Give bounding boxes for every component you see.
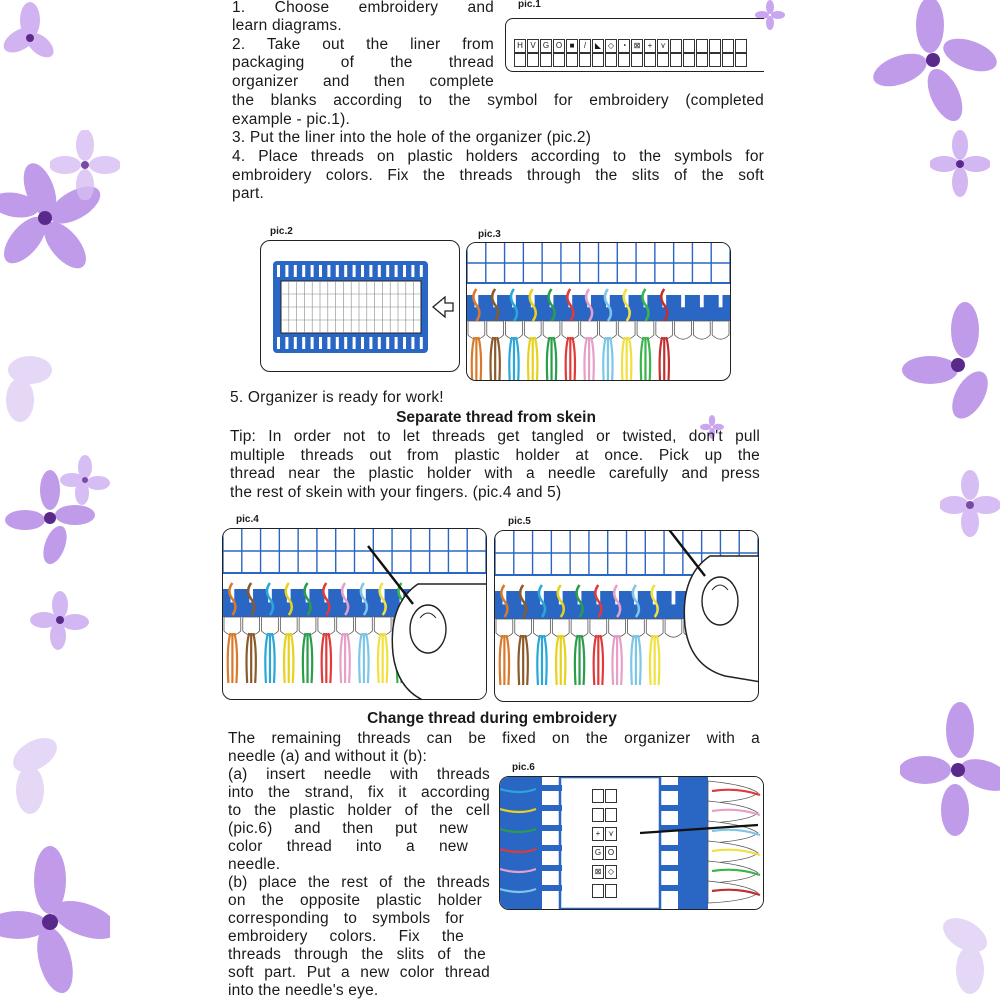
pic3-threads-illustration bbox=[466, 242, 731, 381]
pic6-symbol-cell bbox=[592, 808, 604, 822]
pic1-symbol-cell bbox=[540, 53, 552, 67]
pic1-symbol-cell bbox=[579, 53, 591, 67]
pic3-thread-drawing bbox=[467, 243, 730, 380]
option-b-line-7: into the needle's eye. bbox=[228, 982, 379, 999]
pic6-symbol-cell bbox=[605, 808, 617, 822]
pic1-symbol-cell: ◔ bbox=[618, 39, 630, 53]
pic1-symbol-cell: ◇ bbox=[605, 39, 617, 53]
pic6-change-thread-illustration bbox=[499, 776, 764, 910]
pic6-thread-drawing bbox=[500, 777, 763, 909]
pic2-organizer-illustration bbox=[260, 240, 460, 372]
option-a-line-3: to the plastic holder of the cell bbox=[228, 802, 490, 819]
flower-icon bbox=[0, 340, 60, 440]
pic1-symbol-cell bbox=[527, 53, 539, 67]
flower-icon bbox=[0, 0, 60, 90]
section-heading-separate-thread: Separate thread from skein bbox=[396, 409, 596, 426]
tip-line-1: Tip: In order not to let threads get tangled or twisted, don't pull bbox=[230, 428, 760, 445]
option-a-line-5: color thread into a new bbox=[228, 838, 468, 855]
pic6-symbol-cell: ⊠ bbox=[592, 865, 604, 879]
step-2-line-5: example - pic.1). bbox=[232, 111, 350, 128]
step-1-line-2: learn diagrams. bbox=[232, 17, 342, 34]
step-4-line-2: embroidery colors. Fix the threads through the slits of the soft bbox=[232, 167, 764, 184]
flower-icon bbox=[940, 470, 1000, 540]
pic1-symbol-cell bbox=[722, 39, 734, 53]
flower-icon bbox=[30, 590, 90, 650]
pic2-organizer-drawing bbox=[261, 241, 459, 371]
step-5: 5. Organizer is ready for work! bbox=[230, 389, 444, 406]
change-intro-line-1: The remaining threads can be fixed on the organizer with a bbox=[228, 730, 760, 747]
pic6-symbol-cell: ◇ bbox=[605, 865, 617, 879]
option-a-line-2: into the strand, fix it according bbox=[228, 784, 490, 801]
change-intro-line-2: needle (a) and without it (b): bbox=[228, 748, 427, 765]
pic1-symbol-cell bbox=[514, 53, 526, 67]
pic1-symbol-cell: ⊠ bbox=[631, 39, 643, 53]
pic1-symbol-cell bbox=[735, 53, 747, 67]
pic3-label: pic.3 bbox=[478, 229, 501, 240]
pic1-symbol-cell bbox=[605, 53, 617, 67]
pic1-symbol-cell bbox=[696, 53, 708, 67]
step-4-line-3: part. bbox=[232, 185, 265, 202]
option-b-line-6: soft part. Put a new color thread bbox=[228, 964, 490, 981]
option-b-line-5: threads through the slits of the bbox=[228, 946, 486, 963]
step-2-line-1: 2. Take out the liner from bbox=[232, 36, 494, 53]
pic6-symbol-cell bbox=[605, 884, 617, 898]
pic1-symbol-cell bbox=[709, 53, 721, 67]
pic4-thread-drawing bbox=[223, 529, 486, 699]
flower-icon bbox=[870, 0, 1000, 130]
pic6-symbol-cell: O bbox=[605, 846, 617, 860]
tip-line-4: the rest of skein with your fingers. (pic.4 and 5) bbox=[230, 484, 562, 501]
pic5-thread-drawing bbox=[495, 531, 758, 701]
flower-icon bbox=[50, 130, 120, 200]
arrow-left-icon bbox=[433, 297, 453, 317]
step-1-line-1: 1. Choose embroidery and bbox=[232, 0, 494, 16]
flower-icon bbox=[0, 840, 110, 1000]
pic1-symbol-cell: H bbox=[514, 39, 526, 53]
tip-line-2: multiple threads out from plastic holder at once. Pick up the bbox=[230, 447, 760, 464]
pic6-symbol-cell bbox=[605, 789, 617, 803]
pic1-symbol-cell bbox=[566, 53, 578, 67]
option-a-line-4: (pic.6) and then put new bbox=[228, 820, 468, 837]
pic1-symbol-cell: V bbox=[527, 39, 539, 53]
tip-line-3: thread near the plastic holder with a needle carefully and press bbox=[230, 465, 760, 482]
option-b-line-4: embroidery colors. Fix the bbox=[228, 928, 464, 945]
flower-icon bbox=[890, 300, 1000, 430]
pic1-symbol-cell: ⋎ bbox=[657, 39, 669, 53]
step-3: 3. Put the liner into the hole of the organizer (pic.2) bbox=[232, 129, 592, 146]
pic1-label: pic.1 bbox=[518, 0, 541, 10]
pic1-symbol-cell bbox=[631, 53, 643, 67]
pic1-symbol-cell bbox=[683, 39, 695, 53]
pic1-symbol-cell bbox=[722, 53, 734, 67]
pic1-symbol-cell bbox=[670, 53, 682, 67]
flower-icon bbox=[900, 700, 1000, 840]
option-b-line-2: on the opposite plastic holder bbox=[228, 892, 482, 909]
pic5-needle-illustration bbox=[494, 530, 759, 702]
option-a-line-6: needle. bbox=[228, 856, 281, 873]
pic1-symbol-cell bbox=[683, 53, 695, 67]
step-4-line-1: 4. Place threads on plastic holders according to the symbols for bbox=[232, 148, 764, 165]
pic1-symbol-cell bbox=[553, 53, 565, 67]
pic1-symbol-cell: O bbox=[553, 39, 565, 53]
pic4-label: pic.4 bbox=[236, 514, 259, 525]
pic2-label: pic.2 bbox=[270, 226, 293, 237]
pic1-symbol-cell bbox=[709, 39, 721, 53]
flower-icon bbox=[60, 455, 110, 505]
pic1-symbol-cell: G bbox=[540, 39, 552, 53]
option-b-line-1: (b) place the rest of the threads bbox=[228, 874, 490, 891]
pic1-symbol-cell bbox=[592, 53, 604, 67]
pic5-label: pic.5 bbox=[508, 516, 531, 527]
section-heading-change-thread: Change thread during embroidery bbox=[367, 710, 617, 727]
pic1-symbol-cell bbox=[670, 39, 682, 53]
pic1-symbol-cell: ◣ bbox=[592, 39, 604, 53]
flower-icon bbox=[930, 130, 990, 200]
pic1-symbol-cell: / bbox=[579, 39, 591, 53]
step-2-line-4: the blanks according to the symbol for embroidery (completed bbox=[232, 92, 764, 109]
pic1-symbol-cell bbox=[644, 53, 656, 67]
pic1-symbol-cell bbox=[735, 39, 747, 53]
pic1-symbol-cell bbox=[696, 39, 708, 53]
flower-icon bbox=[0, 720, 70, 820]
pic1-symbol-cell: + bbox=[644, 39, 656, 53]
step-2-line-3: organizer and then complete bbox=[232, 73, 494, 90]
pic1-symbol-cell bbox=[657, 53, 669, 67]
pic6-label: pic.6 bbox=[512, 762, 535, 773]
flower-icon bbox=[930, 900, 1000, 1000]
option-b-line-3: corresponding to symbols for bbox=[228, 910, 464, 927]
pic1-symbol-cell bbox=[618, 53, 630, 67]
pic1-liner-strip bbox=[505, 18, 764, 72]
option-a-line-1: (a) insert needle with threads bbox=[228, 766, 490, 783]
pic6-symbol-cell bbox=[592, 789, 604, 803]
pic6-symbol-cell: G bbox=[592, 846, 604, 860]
pic6-symbol-cell: + bbox=[592, 827, 604, 841]
pic1-symbol-cell: ■ bbox=[566, 39, 578, 53]
pic4-needle-illustration bbox=[222, 528, 487, 700]
step-2-line-2: packaging of the thread bbox=[232, 54, 494, 71]
pic6-symbol-cell: ⋎ bbox=[605, 827, 617, 841]
pic6-symbol-cell bbox=[592, 884, 604, 898]
